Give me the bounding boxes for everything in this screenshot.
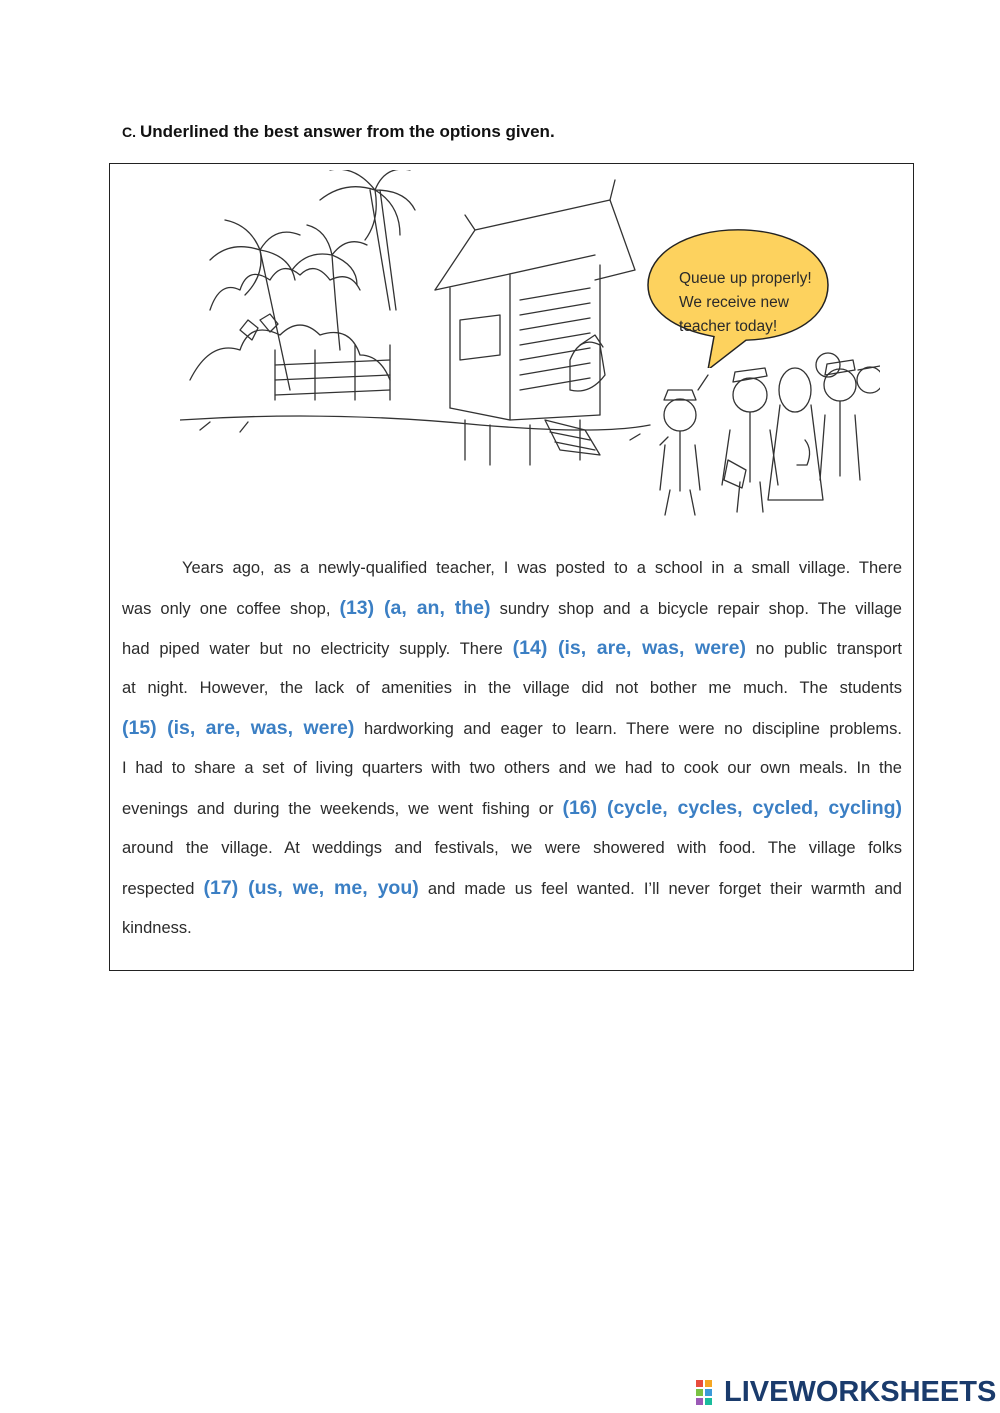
passage-line — [122, 628, 902, 668]
house-sketch-icon — [435, 180, 635, 465]
passage-text: I had to share a set of living quarters with two others and we had to cook our own meals. In the — [122, 759, 902, 777]
passage-text: had piped water but no electricity supply. There — [122, 640, 503, 658]
passage-text: at night. However, the lack of amenities in the village did not bother me much. The students — [122, 679, 902, 697]
passage-line — [122, 868, 902, 908]
fence-sketch — [275, 345, 390, 400]
passage-text: hardworking and eager to learn. There were no discipline problems. — [363, 720, 902, 738]
passage-text: kindness. — [122, 919, 192, 937]
passage-line — [122, 588, 902, 628]
passage-text: no public transport — [755, 640, 902, 658]
passage-text: was only one coffee shop, — [122, 600, 331, 618]
passage-line — [122, 548, 902, 588]
palm-tree-icon — [292, 225, 367, 350]
instruction-text: Underlined the best answer from the options given. — [140, 122, 555, 141]
brand-name: LIVEWORKSHEETS — [724, 1376, 997, 1408]
students-sketch-icon — [660, 353, 880, 515]
cloze-passage — [122, 548, 902, 948]
passage-text: Years ago, as a newly-qualified teacher, I was posted to a school in a small village. There — [182, 559, 902, 577]
answer-option-14[interactable]: (14) (is, are, was, were) — [512, 637, 746, 659]
passage-line — [122, 828, 902, 868]
bush-sketch — [210, 269, 360, 310]
answer-option-13[interactable]: (13) (a, an, the) — [339, 597, 491, 619]
passage-line — [122, 708, 902, 748]
bubble-line: teacher today! — [679, 318, 778, 335]
instruction-heading — [122, 122, 555, 142]
answer-option-15[interactable]: (15) (is, are, was, were) — [122, 717, 355, 739]
passage-line — [122, 748, 902, 788]
passage-line — [122, 788, 902, 828]
passage-line — [122, 668, 902, 708]
liveworksheets-brand[interactable] — [696, 1376, 996, 1409]
passage-text: around the village. At weddings and festivals, we were showered with food. The village folks — [122, 839, 902, 857]
passage-text: evenings and during the weekends, we went fishing or — [122, 800, 554, 818]
bubble-line: We receive new — [679, 294, 789, 311]
liveworksheets-logo-icon — [696, 1378, 722, 1408]
section-letter: C. — [122, 124, 136, 140]
speech-bubble-text — [679, 267, 839, 339]
passage-line — [122, 908, 902, 948]
bubble-line: Queue up properly! — [679, 270, 812, 287]
passage-text: respected — [122, 880, 195, 898]
answer-option-16[interactable]: (16) (cycle, cycles, cycled, cycling) — [562, 797, 903, 819]
passage-text: sundry shop and a bicycle repair shop. The village — [499, 600, 902, 618]
answer-option-17[interactable]: (17) (us, we, me, you) — [203, 877, 419, 899]
passage-text: and made us feel wanted. I’ll never forget their warmth and — [427, 880, 902, 898]
